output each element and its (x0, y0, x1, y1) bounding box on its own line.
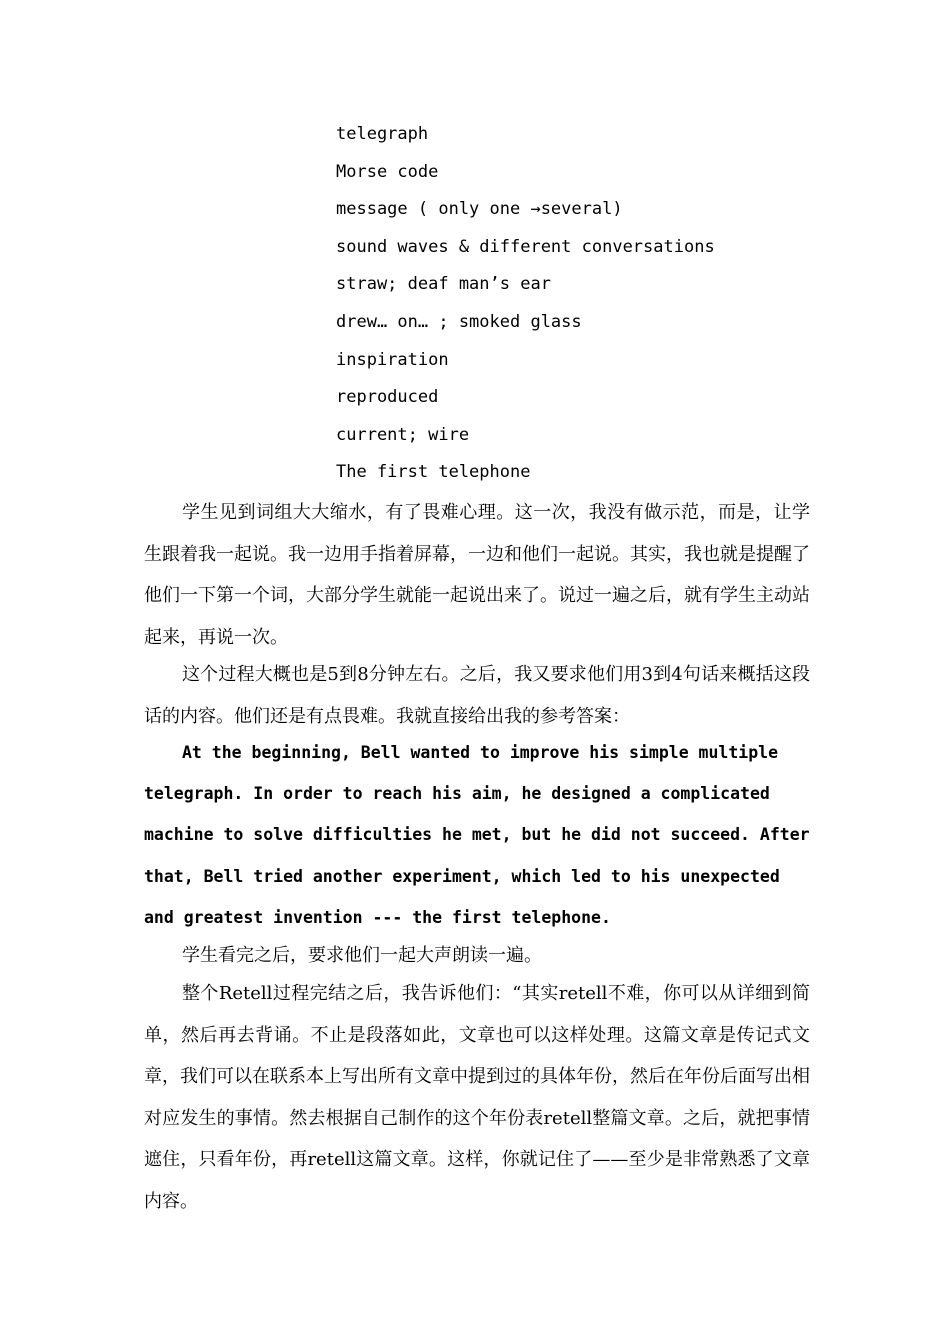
keyword-item: The first telephone (336, 462, 531, 483)
keyword-item: inspiration (336, 349, 449, 370)
body-paragraph: 学生看完之后，要求他们一起大声朗读一遍。 (182, 945, 542, 966)
body-paragraph: 这个过程大概也是5到8分钟左右。之后，我又要求他们用3到4句话来概括这段话的内容。他们还是有点畏难。我就直接给出我的参考答案： (144, 664, 810, 727)
keyword-item: sound waves & different conversations (336, 236, 715, 257)
keyword-item: Morse code (336, 161, 439, 182)
reference-answer-paragraph: At the beginning, Bell wanted to improve his simple multiple telegraph. In order to reach his aim, he designed a complicated machine to solve difficulties he met, but he did not succeed. After that, Bell tried another experiment, which led to his unexpected and greatest invention --- the first telephone. (144, 743, 810, 927)
keyword-item: message ( only one →several) (336, 199, 623, 220)
keyword-item: straw; deaf man’s ear (336, 274, 551, 295)
body-paragraph: 学生见到词组大大缩水，有了畏难心理。这一次，我没有做示范，而是，让学生跟着我一起说。我一边用手指着屏幕，一边和他们一起说。其实，我也就是提醒了他们一下第一个词，大部分学生就能一起说出来了。说过一遍之后，就有学生主动站起来，再说一次。 (144, 502, 810, 648)
keyword-list (336, 121, 715, 497)
body-paragraph: 整个Retell过程完结之后，我告诉他们：“其实retell不难，你可以从详细到简单，然后再去背诵。不止是段落如此，文章也可以这样处理。这篇文章是传记式文章，我们可以在联系本上写出所有文章中提到过的具体年份，然后在年份后面写出相对应发生的事情。然去根据自己制作的这个年份表retell整篇文章。之后，就把事情遮住，只看年份，再retell这篇文章。这样，你就记住了——至少是非常熟悉了文章内容。 (144, 983, 810, 1212)
keyword-item: reproduced (336, 387, 439, 408)
keyword-item: telegraph (336, 124, 429, 144)
keyword-item: current; wire (336, 424, 470, 445)
keyword-item: drew… on… ; smoked glass (336, 311, 582, 332)
